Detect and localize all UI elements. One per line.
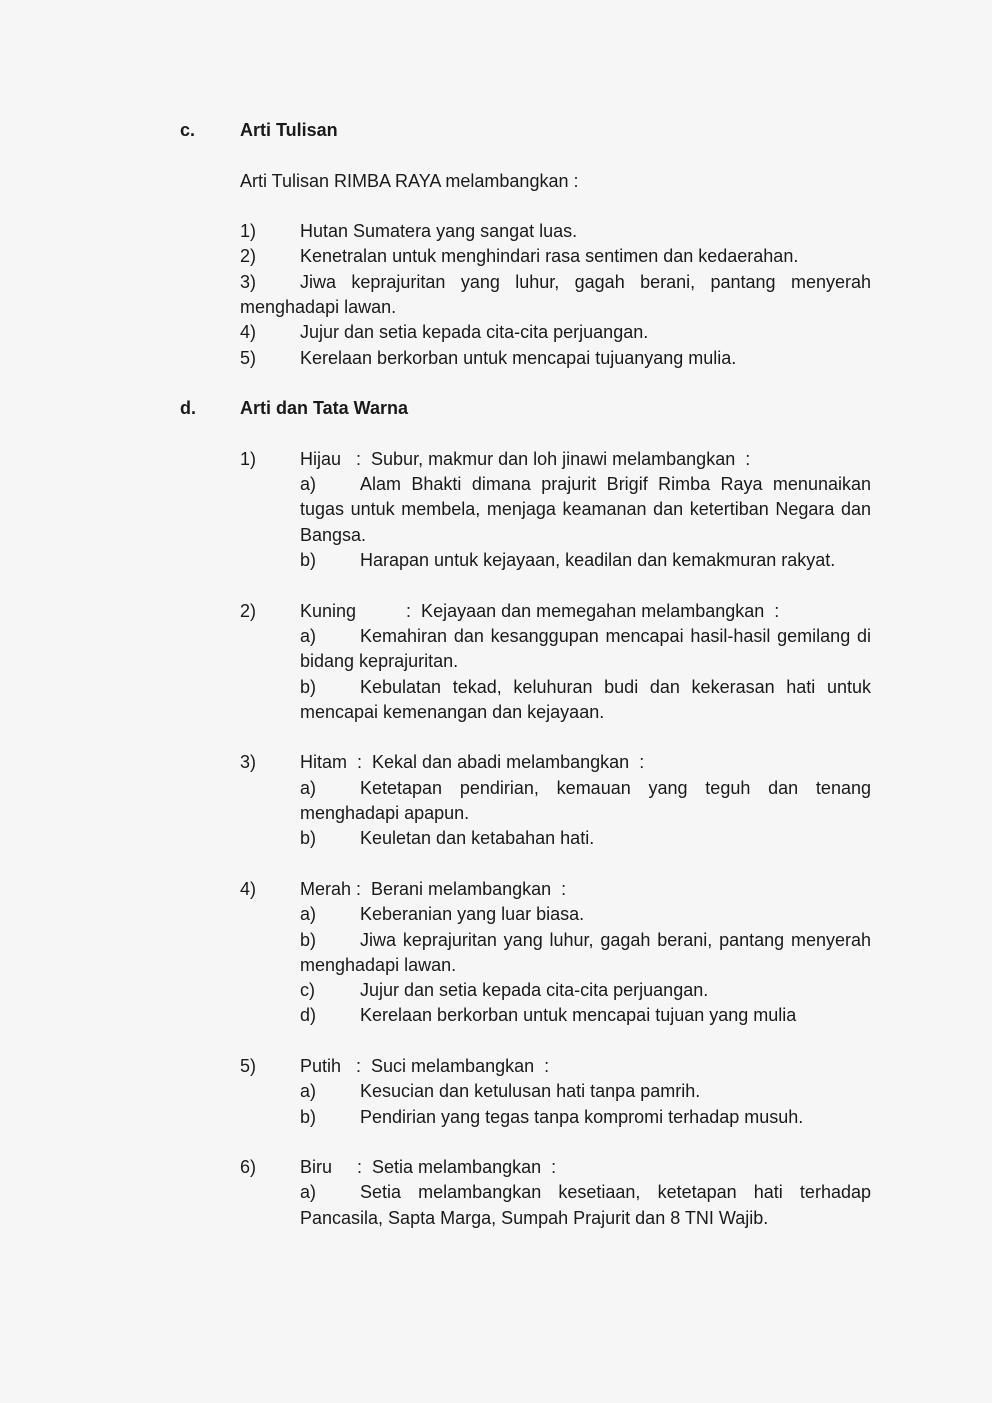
- sub-text: Keberanian yang luar biasa.: [360, 904, 585, 925]
- section-marker: c.: [180, 120, 196, 140]
- sub-text: Pendirian yang tegas tanpa kompromi terhadap musuh.: [360, 1106, 804, 1127]
- sub-marker: d): [300, 1005, 317, 1026]
- item-marker: 1): [240, 221, 257, 242]
- item-text: Jujur dan setia kepada cita-cita perjuangan.: [300, 322, 649, 343]
- item-marker: 2): [240, 600, 257, 621]
- sub-text: Jiwa keprajuritan yang luhur, gagah berani, pantang menyerah menghadapi lawan.: [300, 929, 871, 975]
- sub-item: [300, 1003, 871, 1028]
- item-marker: 1): [240, 448, 257, 469]
- sub-text: Harapan untuk kejayaan, keadilan dan kemakmuran rakyat.: [360, 550, 836, 571]
- sub-text: Kemahiran dan kesanggupan mencapai hasil-hasil gemilang di bidang keprajuritan.: [300, 625, 871, 672]
- sub-marker: a): [300, 1182, 317, 1203]
- sub-text: Kesucian dan ketulusan hati tanpa pamrih.: [360, 1081, 701, 1102]
- item-marker: 5): [240, 1055, 257, 1076]
- sub-marker: b): [300, 676, 317, 697]
- color-item: [240, 1054, 871, 1079]
- section-c-intro: Arti Tulisan RIMBA RAYA melambangkan :: [240, 170, 579, 191]
- list-item: [240, 270, 871, 321]
- sub-text: Setia melambangkan kesetiaan, ketetapan hati terhadap Pancasila, Sapta Marga, Sumpah Prajurit dan 8 TNI Wajib.: [300, 1182, 871, 1228]
- color-item: [240, 599, 871, 624]
- sub-text: Alam Bhakti dimana prajurit Brigif Rimba Raya menunaikan tugas untuk membela, menjaga keamanan dan ketertiban Negara dan Bangsa.: [300, 474, 871, 545]
- sub-item: [300, 1079, 871, 1104]
- list-item: [240, 346, 871, 371]
- color-item: [240, 750, 871, 775]
- item-marker: 4): [240, 322, 257, 343]
- color-label: Merah : Berani melambangkan :: [300, 878, 567, 899]
- color-item: [240, 877, 871, 902]
- item-marker: 2): [240, 246, 257, 267]
- color-label: Biru : Setia melambangkan :: [300, 1157, 557, 1178]
- sub-text: Kerelaan berkorban untuk mencapai tujuan yang mulia: [360, 1005, 797, 1026]
- sub-marker: a): [300, 1081, 317, 1102]
- item-marker: 5): [240, 347, 257, 368]
- item-marker: 6): [240, 1157, 257, 1178]
- sub-marker: b): [300, 929, 317, 950]
- sub-item: [300, 548, 871, 573]
- sub-item: [300, 1180, 871, 1231]
- sub-marker: c): [300, 980, 315, 1001]
- section-title: Arti Tulisan: [240, 120, 338, 140]
- sub-text: Kebulatan tekad, keluhuran budi dan kekerasan hati untuk mencapai kemenangan dan kejayaan.: [300, 676, 871, 722]
- sub-text: Ketetapan pendirian, kemauan yang teguh dan tenang menghadapi apapun.: [300, 777, 871, 824]
- color-label: Hitam : Kekal dan abadi melambangkan :: [300, 752, 645, 773]
- item-text: Hutan Sumatera yang sangat luas.: [300, 221, 578, 242]
- section-marker: d.: [180, 398, 196, 419]
- item-marker: 3): [240, 752, 257, 773]
- sub-text: Jujur dan setia kepada cita-cita perjuangan.: [360, 980, 709, 1001]
- section-c-heading: [180, 118, 871, 143]
- color-label: Hijau : Subur, makmur dan loh jinawi melambangkan :: [300, 448, 751, 469]
- sub-item: [300, 826, 871, 851]
- item-text: Kerelaan berkorban untuk mencapai tujuanyang mulia.: [300, 347, 737, 368]
- section-title: Arti dan Tata Warna: [240, 398, 409, 419]
- sub-marker: b): [300, 550, 317, 571]
- color-label: Putih : Suci melambangkan :: [300, 1055, 550, 1076]
- item-text: Jiwa keprajuritan yang luhur, gagah berani, pantang menyerah menghadapi lawan.: [240, 271, 871, 318]
- sub-item: [300, 776, 871, 827]
- list-item: [240, 219, 871, 244]
- sub-marker: b): [300, 1106, 317, 1127]
- item-text: Kenetralan untuk menghindari rasa sentimen dan kedaerahan.: [300, 246, 799, 267]
- sub-item: [300, 1105, 871, 1130]
- sub-item: [300, 978, 871, 1003]
- list-item: [240, 244, 871, 269]
- sub-marker: a): [300, 777, 317, 798]
- sub-item: [300, 902, 871, 927]
- sub-item: [300, 675, 871, 726]
- sub-text: Keuletan dan ketabahan hati.: [360, 828, 595, 849]
- item-marker: 4): [240, 878, 257, 899]
- sub-item: [300, 928, 871, 979]
- section-d-heading: [180, 396, 871, 421]
- sub-marker: a): [300, 625, 317, 646]
- color-item: [240, 447, 871, 472]
- sub-marker: a): [300, 904, 317, 925]
- sub-item: [300, 624, 871, 675]
- sub-item: [300, 472, 871, 548]
- document-page: [0, 118, 992, 1231]
- item-marker: 3): [240, 271, 257, 292]
- list-item: [240, 320, 871, 345]
- sub-marker: b): [300, 828, 317, 849]
- color-label: Kuning : Kejayaan dan memegahan melambangkan :: [300, 600, 780, 621]
- sub-marker: a): [300, 474, 317, 495]
- color-item: [240, 1155, 871, 1180]
